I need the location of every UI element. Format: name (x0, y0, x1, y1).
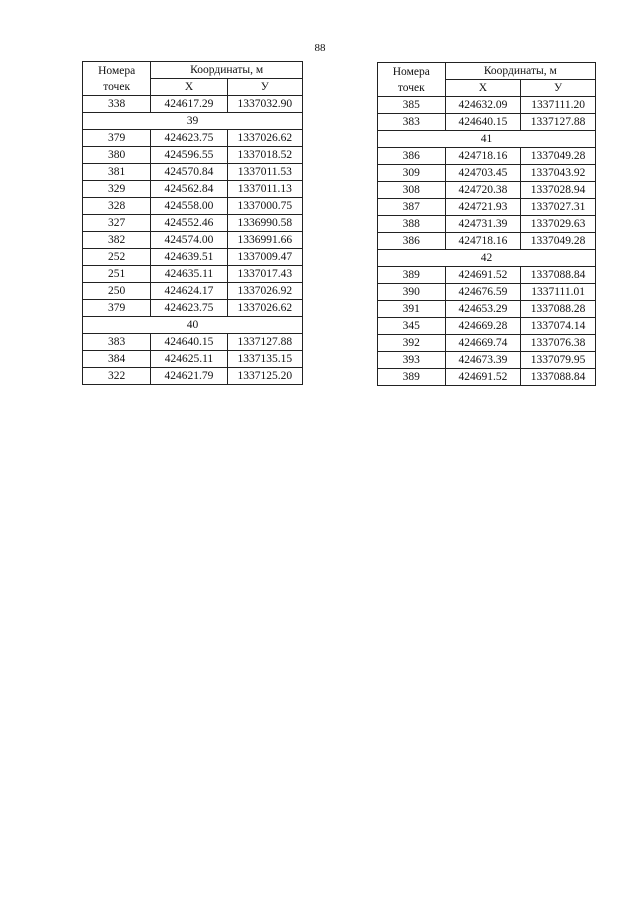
header-coordinates: Координаты, м (151, 62, 303, 79)
x-coordinate-cell: 424623.75 (151, 300, 227, 317)
x-coordinate-cell: 424703.45 (445, 165, 521, 182)
point-number-cell: 251 (83, 266, 151, 283)
point-number-cell: 388 (378, 216, 446, 233)
group-number: 40 (83, 317, 303, 334)
x-coordinate-cell: 424635.11 (151, 266, 227, 283)
table-row (378, 335, 596, 352)
y-coordinate-cell: 1337088.28 (521, 301, 596, 318)
group-row (83, 317, 303, 334)
point-number-cell: 386 (378, 233, 446, 250)
table-row (378, 97, 596, 114)
y-coordinate-cell: 1337011.13 (227, 181, 302, 198)
point-number-cell: 384 (83, 351, 151, 368)
header-x: X (445, 80, 521, 97)
point-number-cell: 392 (378, 335, 446, 352)
point-number-cell: 327 (83, 215, 151, 232)
point-number-cell: 329 (83, 181, 151, 198)
x-coordinate-cell: 424640.15 (151, 334, 227, 351)
y-coordinate-cell: 1337027.31 (521, 199, 596, 216)
header-x: X (151, 79, 227, 96)
table-row (83, 232, 303, 249)
header-point-numbers (378, 63, 446, 97)
x-coordinate-cell: 424570.84 (151, 164, 227, 181)
point-number-cell: 380 (83, 147, 151, 164)
x-coordinate-cell: 424558.00 (151, 198, 227, 215)
point-number-cell: 382 (83, 232, 151, 249)
y-coordinate-cell: 1337088.84 (521, 369, 596, 386)
group-row (378, 250, 596, 267)
point-number-cell: 328 (83, 198, 151, 215)
header-point-label-line2: точек (397, 81, 425, 94)
x-coordinate-cell: 424624.17 (151, 283, 227, 300)
table-row (378, 148, 596, 165)
table-row (83, 96, 303, 113)
table-row (378, 301, 596, 318)
table-row (83, 283, 303, 300)
y-coordinate-cell: 1336990.58 (227, 215, 302, 232)
group-row (378, 131, 596, 148)
table-row (378, 369, 596, 386)
x-coordinate-cell: 424617.29 (151, 96, 227, 113)
point-number-cell: 381 (83, 164, 151, 181)
y-coordinate-cell: 1337000.75 (227, 198, 302, 215)
table-row (378, 284, 596, 301)
header-y: У (227, 79, 302, 96)
point-number-cell: 308 (378, 182, 446, 199)
point-number-cell: 393 (378, 352, 446, 369)
table-row (83, 198, 303, 215)
point-number-cell: 383 (378, 114, 446, 131)
x-coordinate-cell: 424676.59 (445, 284, 521, 301)
x-coordinate-cell: 424691.52 (445, 267, 521, 284)
x-coordinate-cell: 424720.38 (445, 182, 521, 199)
table-row (83, 266, 303, 283)
point-number-cell: 389 (378, 369, 446, 386)
point-number-cell: 250 (83, 283, 151, 300)
x-coordinate-cell: 424673.39 (445, 352, 521, 369)
coordinates-table-left (82, 61, 303, 385)
table-row (378, 216, 596, 233)
table-row (378, 267, 596, 284)
table-row (378, 114, 596, 131)
x-coordinate-cell: 424669.74 (445, 335, 521, 352)
header-point-label-line1: Номера (392, 65, 430, 78)
table-row (378, 199, 596, 216)
table-row (378, 352, 596, 369)
y-coordinate-cell: 1337011.53 (227, 164, 302, 181)
y-coordinate-cell: 1337076.38 (521, 335, 596, 352)
y-coordinate-cell: 1337032.90 (227, 96, 302, 113)
x-coordinate-cell: 424718.16 (445, 148, 521, 165)
point-number-cell: 389 (378, 267, 446, 284)
y-coordinate-cell: 1336991.66 (227, 232, 302, 249)
y-coordinate-cell: 1337017.43 (227, 266, 302, 283)
x-coordinate-cell: 424596.55 (151, 147, 227, 164)
x-coordinate-cell: 424552.46 (151, 215, 227, 232)
point-number-cell: 385 (378, 97, 446, 114)
point-number-cell: 379 (83, 300, 151, 317)
point-number-cell: 383 (83, 334, 151, 351)
x-coordinate-cell: 424621.79 (151, 368, 227, 385)
table-row (83, 249, 303, 266)
table-row (83, 368, 303, 385)
x-coordinate-cell: 424625.11 (151, 351, 227, 368)
x-coordinate-cell: 424691.52 (445, 369, 521, 386)
point-number-cell: 322 (83, 368, 151, 385)
x-coordinate-cell: 424623.75 (151, 130, 227, 147)
group-row (83, 113, 303, 130)
y-coordinate-cell: 1337125.20 (227, 368, 302, 385)
x-coordinate-cell: 424731.39 (445, 216, 521, 233)
y-coordinate-cell: 1337074.14 (521, 318, 596, 335)
y-coordinate-cell: 1337111.20 (521, 97, 596, 114)
point-number-cell: 338 (83, 96, 151, 113)
header-coordinates: Координаты, м (445, 63, 595, 80)
group-number: 41 (378, 131, 596, 148)
y-coordinate-cell: 1337026.92 (227, 283, 302, 300)
y-coordinate-cell: 1337026.62 (227, 300, 302, 317)
y-coordinate-cell: 1337079.95 (521, 352, 596, 369)
coordinates-table-right (377, 62, 596, 386)
x-coordinate-cell: 424653.29 (445, 301, 521, 318)
header-point-numbers (83, 62, 151, 96)
y-coordinate-cell: 1337135.15 (227, 351, 302, 368)
y-coordinate-cell: 1337049.28 (521, 148, 596, 165)
group-number: 39 (83, 113, 303, 130)
table-row (83, 181, 303, 198)
table-row (378, 165, 596, 182)
header-y: У (521, 80, 596, 97)
y-coordinate-cell: 1337049.28 (521, 233, 596, 250)
point-number-cell: 390 (378, 284, 446, 301)
point-number-cell: 345 (378, 318, 446, 335)
y-coordinate-cell: 1337026.62 (227, 130, 302, 147)
table-row (83, 351, 303, 368)
point-number-cell: 391 (378, 301, 446, 318)
y-coordinate-cell: 1337018.52 (227, 147, 302, 164)
x-coordinate-cell: 424639.51 (151, 249, 227, 266)
y-coordinate-cell: 1337043.92 (521, 165, 596, 182)
group-number: 42 (378, 250, 596, 267)
x-coordinate-cell: 424640.15 (445, 114, 521, 131)
point-number-cell: 379 (83, 130, 151, 147)
y-coordinate-cell: 1337127.88 (521, 114, 596, 131)
point-number-cell: 386 (378, 148, 446, 165)
x-coordinate-cell: 424574.00 (151, 232, 227, 249)
x-coordinate-cell: 424632.09 (445, 97, 521, 114)
page-number: 88 (314, 42, 326, 54)
y-coordinate-cell: 1337029.63 (521, 216, 596, 233)
point-number-cell: 252 (83, 249, 151, 266)
table-row (83, 300, 303, 317)
table-row (83, 130, 303, 147)
y-coordinate-cell: 1337088.84 (521, 267, 596, 284)
x-coordinate-cell: 424721.93 (445, 199, 521, 216)
point-number-cell: 309 (378, 165, 446, 182)
table-row (83, 147, 303, 164)
point-number-cell: 387 (378, 199, 446, 216)
table-row (83, 215, 303, 232)
y-coordinate-cell: 1337028.94 (521, 182, 596, 199)
y-coordinate-cell: 1337111.01 (521, 284, 596, 301)
table-row (378, 318, 596, 335)
y-coordinate-cell: 1337009.47 (227, 249, 302, 266)
table-row (83, 164, 303, 181)
x-coordinate-cell: 424669.28 (445, 318, 521, 335)
table-row (83, 334, 303, 351)
x-coordinate-cell: 424562.84 (151, 181, 227, 198)
table-row (378, 233, 596, 250)
y-coordinate-cell: 1337127.88 (227, 334, 302, 351)
header-point-label-line2: точек (103, 80, 131, 93)
x-coordinate-cell: 424718.16 (445, 233, 521, 250)
header-point-label-line1: Номера (98, 64, 136, 77)
table-row (378, 182, 596, 199)
